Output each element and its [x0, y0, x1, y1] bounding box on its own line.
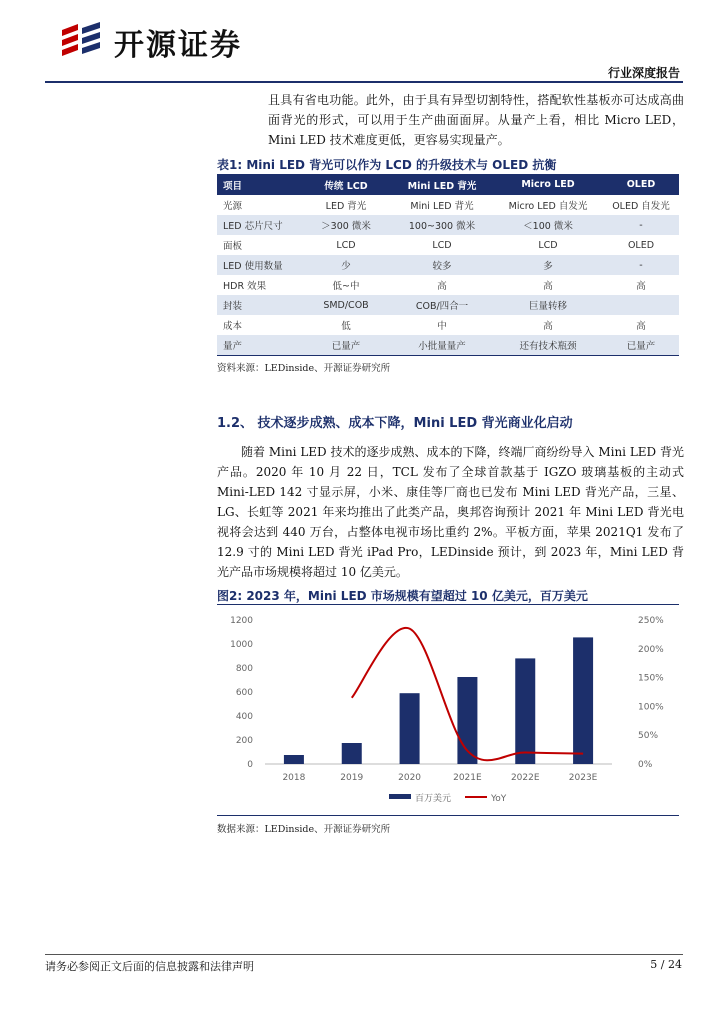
table-cell: 高 [543, 281, 553, 292]
table-cell: 低 [341, 321, 351, 332]
y-right-tick-label: 50% [638, 731, 659, 742]
table-cell: 已量产 [603, 335, 679, 356]
table-cell: 巨量转移 [493, 295, 603, 315]
table-header-row [217, 174, 679, 195]
table-cell: LCD [538, 239, 558, 251]
table-cell: 封装 [217, 295, 301, 315]
bar [573, 637, 593, 764]
table-header-cell: Mini LED 背光 [391, 174, 493, 195]
x-tick-label: 2019 [340, 773, 364, 783]
table-cell: LCD [432, 239, 452, 251]
table-row [217, 295, 679, 315]
table-row [217, 335, 679, 356]
table-row [217, 315, 679, 335]
market-size-chart [217, 606, 679, 812]
legend-bar-label: 百万美元 [415, 794, 452, 804]
x-tick-label: 2020 [398, 773, 422, 783]
figure-caption: 图2: 2023 年，Mini LED 市场规模有望超过 10 亿美元，百万美元 [217, 589, 588, 603]
x-tick-label: 2018 [282, 773, 306, 783]
table-cell: 低~中 [332, 281, 360, 292]
table-cell: Micro LED 自发光 [508, 201, 588, 212]
table-row [217, 195, 679, 215]
section-title: 1.2、 技术逐步成熟、成本下降，Mini LED 背光商业化启动 [217, 416, 573, 431]
legend-bar-swatch [389, 794, 411, 799]
table-cell: LED 芯片尺寸 [217, 215, 301, 235]
y-left-tick-label: 200 [235, 736, 253, 746]
table-row [217, 275, 679, 295]
table-cell: 中 [437, 321, 447, 332]
table-row [217, 215, 679, 235]
y-left-tick-label: 800 [235, 664, 253, 674]
table-cell: 成本 [223, 321, 243, 332]
table-cell: 高 [437, 281, 447, 292]
table-row [217, 255, 679, 275]
bar [515, 658, 535, 764]
y-left-tick-label: 0 [247, 760, 253, 770]
table-cell: 100~300 微米 [391, 215, 493, 235]
table-header-cell: 传统 LCD [301, 174, 391, 195]
table-cell: - [603, 215, 679, 235]
y-left-tick-label: 1200 [230, 616, 253, 626]
y-left-tick-label: 400 [235, 712, 253, 722]
table-cell: 少 [301, 255, 391, 275]
y-right-tick-label: 100% [638, 702, 664, 713]
y-right-tick-label: 0% [638, 760, 653, 770]
logo-icon [58, 22, 108, 62]
intro-paragraph: 且具有省电功能。此外，由于具有异型切割特性，搭配软性基板亦可达成高曲面背光的形式，可以用于生产曲面面屏。从量产上看，相比 Micro LED，Mini LED 技术难度更低，更容易实现量产。 [268, 93, 684, 147]
table-cell: ＞300 微米 [301, 215, 391, 235]
y-left-tick-label: 600 [235, 688, 253, 698]
figure-bottom-rule [217, 815, 679, 816]
y-right-tick-label: 200% [638, 644, 664, 655]
x-tick-label: 2021E [453, 773, 482, 783]
table-cell: 光源 [223, 201, 243, 212]
header-divider [45, 81, 683, 83]
table-cell: 高 [636, 321, 646, 332]
y-right-tick-label: 250% [638, 616, 664, 626]
y-left-tick-label: 1000 [230, 640, 253, 650]
table-row [217, 235, 679, 255]
table-header-cell: 项目 [217, 174, 301, 195]
y-right-tick-label: 150% [638, 673, 664, 684]
table-cell: LED 背光 [325, 201, 367, 212]
x-tick-label: 2023E [568, 773, 598, 783]
table-cell: 高 [636, 281, 646, 292]
table-cell: SMD/COB [301, 295, 391, 315]
footer-divider [45, 954, 683, 955]
legend-line-label: YoY [491, 794, 507, 804]
logo-text: 开源证券 [114, 28, 242, 63]
table-cell: 量产 [217, 335, 301, 356]
table-cell: Mini LED 背光 [410, 201, 474, 212]
table-cell: OLED [627, 239, 655, 251]
table-cell: LCD [336, 239, 356, 251]
table-header-cell: Micro LED [493, 174, 603, 195]
figure-source: 数据来源：LEDinside、开源证券研究所 [217, 824, 391, 835]
bar [342, 743, 362, 764]
x-tick-label: 2022E [510, 773, 540, 783]
section-paragraph: 随着 Mini LED 技术的逐步成熟、成本的下降，终端厂商纷纷导入 Mini LED 背光产品。2020 年 10 月 22 日，TCL 发布了全球首款基于 IGZO 玻璃基板的主动式 Mini-LED 142 寸显示屏，小米、康佳等厂商也已发布 Mini LED 背光产品，三星、LG、长虹等 2021 年来均推出了此类产品，奥邦咨询预计 2021 年 Mini LED 背光电视将会达到 440 万台，占整体电视市场比重约 2%。平板方面，苹果 2021Q1 发布了 12.9 寸的 Mini LED 背光 iPad Pro，LEDinside 预计，到 2023 年，Mini LED 背光产品市场规模将超过 10 亿美元。 [217, 445, 684, 579]
report-type-tag: 行业深度报告 [607, 66, 680, 80]
table-cell: - [603, 255, 679, 275]
table-caption: 表1: Mini LED 背光可以作为 LCD 的升级技术与 OLED 抗衡 [217, 158, 557, 172]
table-cell: 小批量量产 [391, 335, 493, 356]
page-number: 5 / 24 [650, 958, 682, 971]
table-header-cell: OLED [603, 174, 679, 195]
table-cell: OLED 自发光 [612, 201, 670, 212]
table-source: 资料来源：LEDinside、开源证券研究所 [217, 363, 391, 374]
table-cell: 多 [493, 255, 603, 275]
figure-top-rule [217, 604, 679, 605]
table-cell: COB/四合一 [391, 295, 493, 315]
table-cell: ＜100 微米 [493, 215, 603, 235]
table-cell: HDR 效果 [223, 281, 267, 292]
comparison-table [217, 174, 679, 356]
table-cell: LED 使用数量 [217, 255, 301, 275]
bar [284, 755, 304, 764]
bar [400, 693, 420, 764]
table-cell: 高 [543, 321, 553, 332]
table-cell: 还有技术瓶颈 [493, 335, 603, 356]
table-cell: 较多 [391, 255, 493, 275]
table-cell [603, 295, 679, 315]
footer-disclaimer: 请务必参阅正文后面的信息披露和法律声明 [45, 960, 254, 973]
table-cell: 面板 [223, 241, 243, 252]
table-cell: 已量产 [301, 335, 391, 356]
